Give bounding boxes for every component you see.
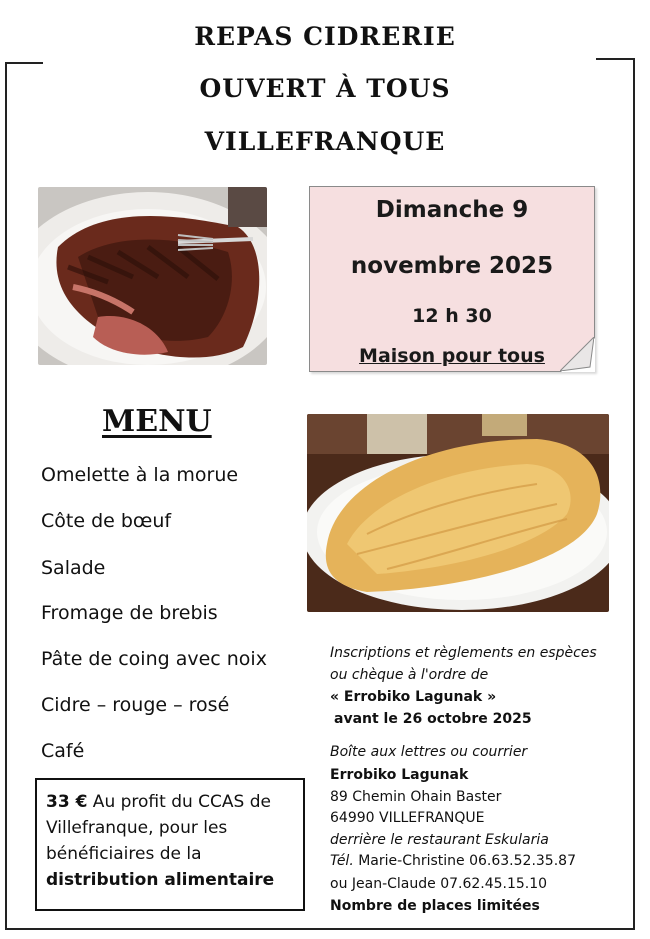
places-limited: Nombre de places limitées — [330, 898, 540, 914]
omelette-photo — [307, 414, 609, 612]
registration-line-2: ou chèque à l'ordre de — [330, 667, 489, 683]
contact-location: derrière le restaurant Eskularia — [330, 832, 549, 848]
registration-deadline: avant le 26 octobre 2025 — [334, 711, 532, 727]
frame-line — [5, 62, 7, 930]
contact-phone-2: ou Jean-Claude 07.62.45.15.10 — [330, 876, 548, 892]
menu-item: Café — [41, 740, 85, 762]
menu-item: Fromage de brebis — [41, 602, 218, 624]
menu-item: Salade — [41, 557, 106, 579]
contact-method: Boîte aux lettres ou courrier — [330, 744, 528, 760]
event-place: Maison pour tous — [359, 345, 545, 367]
phone-label: Tél. — [330, 853, 354, 869]
registration-line-1: Inscriptions et règlements en espèces — [330, 645, 597, 661]
steak-photo — [38, 187, 267, 365]
menu-title: MENU — [102, 404, 212, 439]
contact-city: 64990 VILLEFRANQUE — [330, 810, 485, 826]
frame-line — [5, 62, 43, 64]
registration-payee: « Errobiko Lagunak » — [330, 689, 497, 705]
event-time: 12 h 30 — [412, 305, 492, 327]
price-line-2: Villefranque, pour les — [46, 818, 228, 838]
price-text: Au profit du CCAS de — [87, 792, 271, 812]
page-curl-icon — [560, 337, 594, 371]
price-line-1 — [46, 789, 293, 815]
event-day: Dimanche 9 — [375, 197, 529, 223]
menu-item: Cidre – rouge – rosé — [41, 694, 230, 716]
contact-phone-1 — [330, 853, 576, 869]
menu-item: Omelette à la morue — [41, 464, 239, 486]
contact-street: 89 Chemin Ohain Baster — [330, 789, 502, 805]
title-line-2: OUVERT À TOUS — [199, 74, 451, 103]
frame-line — [5, 928, 635, 930]
price-amount: 33 € — [46, 792, 88, 812]
price-box — [35, 778, 305, 911]
title-line-3: VILLEFRANQUE — [204, 127, 446, 156]
menu-item: Pâte de coing avec noix — [41, 648, 267, 670]
event-note — [309, 186, 595, 372]
contact-name: Errobiko Lagunak — [330, 767, 469, 783]
price-line-3: bénéficiaires de la — [46, 844, 202, 864]
phone-number-1: Marie-Christine 06.63.52.35.87 — [353, 853, 576, 869]
event-month-year: novembre 2025 — [350, 253, 554, 279]
frame-line — [633, 58, 635, 930]
frame-line — [596, 58, 635, 60]
menu-item: Côte de bœuf — [41, 510, 172, 532]
title-line-1: REPAS CIDRERIE — [194, 22, 456, 51]
price-line-4: distribution alimentaire — [46, 870, 275, 890]
